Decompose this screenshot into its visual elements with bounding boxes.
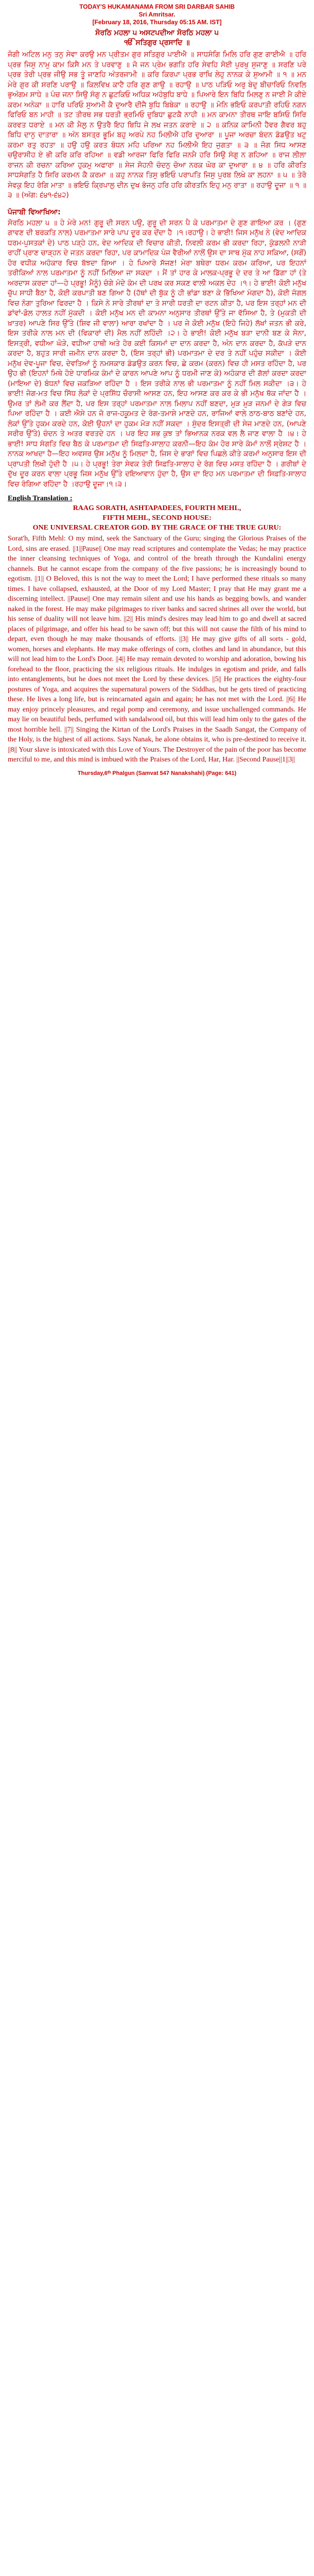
english-title xyxy=(8,494,306,533)
english-title-line-1: RAAG SORATH, ASHTAPADEES, FOURTH MEHL, xyxy=(73,504,241,512)
gurmukhi-title xyxy=(8,28,306,48)
page-header xyxy=(8,3,306,26)
punjabi-commentary-heading: ਪੰਜਾਬੀ ਵਿਆਖਿਆ: xyxy=(8,208,61,216)
page-footer: Thursday,6ᵗʰ Phalgun (Samvat 547 Nanakshahi) (Page: 641) xyxy=(77,770,237,776)
header-line-2: Sri Amritsar. xyxy=(138,11,176,18)
gurmukhi-shabad xyxy=(8,50,306,201)
gurmukhi-shabad-text: ਜੋਗੀ ਅਟਿਲ ਮਨੁ ਤਨੁ ਸੇਵਾ ਕਰਉ ਮਨ ਪ੍ਰੀਤਮ ਗੁਰ ਸਤਿਗੁਰ ਪਾਈਐ ॥ ਸਾਧਸੰਗਿ ਮਿਲਿ ਹਰਿ ਗੁਣ ਗਾਈਐ ॥ ਹਰਿ ਪ੍ਰਭ ਜਿਸੁ ਨਾਮੁ ਕਾਮ ਕਿਸੈ ਮਨ ਤੇ ਪਰਵਾਣੁ ॥ ਜੋ ਜਨ ਪ੍ਰੇਮ ਭਗਤਿ ਹਰਿ ਸੇਵਹਿ ਸੋਈ ਪੁਰਖੁ ਸੁਜਾਣੁ ॥ ਸਰਣਿ ਪਰੇ ਪ੍ਰਭ ਤੇਰੀ ਪ੍ਰਭ ਜੀਉ ਸਭ ਤੂੰ ਜਾਣਹਿ ਅੰਤਰਜਾਮੀ ॥ ਕਰਿ ਕਿਰਪਾ ਪ੍ਰਭ ਰਾਖਿ ਲੇਹੁ ਨਾਨਕ ਕੇ ਸੁਆਮੀ ॥ ੧ ॥ ਮਨ ਮੇਰੇ ਗੁਰ ਕੀ ਸਰਣਿ ਪਰਾਉ ॥ ਕਿਲਵਿਖ ਕਾਟੈ ਹਰਿ ਗੁਣ ਗਾਉ ॥ ਰਹਾਉ ॥ ਪਾਠ ਪੜਿਓ ਅਰੁ ਬੇਦੁ ਬੀਚਾਰਿਓ ਨਿਵਲਿ ਭੁਅੰਗਮ ਸਾਧੇ ॥ ਪੰਚ ਜਨਾ ਸਿਉ ਸੰਗੁ ਨ ਛੁਟਕਿਓ ਅਧਿਕ ਅਹੰਬੁਧਿ ਬਾਧੇ ॥ ਪਿਆਰੇ ਇਨ ਬਿਧਿ ਮਿਲਣੁ ਨ ਜਾਈ ਮੈ ਕੀਏ ਕਰਮ ਅਨੇਕਾ ॥ ਹਾਰਿ ਪਰਿਓ ਸੁਆਮੀ ਕੈ ਦੁਆਰੈ ਦੀਜੈ ਬੁਧਿ ਬਿਬੇਕਾ ॥ ਰਹਾਉ ॥ ਮੋਨਿ ਭਇਓ ਕਰਪਾਤੀ ਰਹਿਓ ਨਗਨ ਫਿਰਿਓ ਬਨ ਮਾਹੀ ॥ ਤਟ ਤੀਰਥ ਸਭ ਧਰਤੀ ਭ੍ਰਮਿਓ ਦੁਬਿਧਾ ਛੁਟਕੈ ਨਾਹੀ ॥ ਮਨ ਕਾਮਨਾ ਤੀਰਥ ਜਾਇ ਬਸਿਓ ਸਿਰਿ ਕਰਵਤ ਧਰਾਏ ॥ ਮਨ ਕੀ ਮੈਲੁ ਨ ਉਤਰੈ ਇਹ ਬਿਧਿ ਜੇ ਲਖ ਜਤਨ ਕਰਾਏ ॥ ੨ ॥ ਕਨਿਕ ਕਾਮਿਨੀ ਹੈਵਰ ਗੈਵਰ ਬਹੁ ਬਿਧਿ ਦਾਨੁ ਦਾਤਾਰਾ ॥ ਅੰਨ ਬਸਤ੍ਰ ਭੂਮਿ ਬਹੁ ਅਰਪੇ ਨਹ ਮਿਲੀਐ ਹਰਿ ਦੁਆਰਾ ॥ ਪੂਜਾ ਅਰਚਾ ਬੰਦਨ ਡੰਡਉਤ ਖਟੁ ਕਰਮਾ ਰਤੁ ਰਹਤਾ ॥ ਹਉ ਹਉ ਕਰਤ ਬੰਧਨ ਮਹਿ ਪਰਿਆ ਨਹ ਮਿਲੀਐ ਇਹ ਜੁਗਤਾ ॥ ੩ ॥ ਜੋਗ ਸਿਧ ਆਸਣ ਚਉਰਾਸੀਹ ਏ ਭੀ ਕਰਿ ਕਰਿ ਰਹਿਆ ॥ ਵਡੀ ਆਰਜਾ ਫਿਰਿ ਫਿਰਿ ਜਨਮੈ ਹਰਿ ਸਿਉ ਸੰਗੁ ਨ ਗਹਿਆ ॥ ਰਾਜ ਲੀਲਾ ਰਾਜਨ ਕੀ ਰਚਨਾ ਕਰਿਆ ਹੁਕਮੁ ਅਫਾਰਾ ॥ ਸੇਜ ਸੋਹਨੀ ਚੰਦਨੁ ਚੋਆ ਨਰਕ ਘੋਰ ਕਾ ਦੁਆਰਾ ॥ ੪ ॥ ਹਰਿ ਕੀਰਤਿ ਸਾਧਸੰਗਤਿ ਹੈ ਸਿਰਿ ਕਰਮਨ ਕੈ ਕਰਮਾ ॥ ਕਹੁ ਨਾਨਕ ਤਿਸੁ ਭਇਓ ਪਰਾਪਤਿ ਜਿਸੁ ਪੁਰਬ ਲਿਖੇ ਕਾ ਲਹਨਾ ॥ ੫ ॥ ਤੇਰੋ ਸੇਵਕੁ ਇਹ ਰੰਗਿ ਮਾਤਾ ॥ ਭਇਓ ਕ੍ਰਿਪਾਲੁ ਦੀਨ ਦੁਖ ਭੰਜਨੁ ਹਰਿ ਹਰਿ ਕੀਰਤਨਿ ਇਹੁ ਮਨੁ ਰਾਤਾ ॥ ਰਹਾਉ ਦੂਜਾ ॥ ੧ ॥ ੩ ॥ (ਅੰਗ: ੬੪੧-੬੪੨) xyxy=(8,50,306,199)
header-line-3: [February 18, 2016, Thursday 05:15 AM. IST] xyxy=(92,19,222,26)
english-title-line-3: ONE UNIVERSAL CREATOR GOD. BY THE GRACE OF THE TRUE GURU: xyxy=(32,524,282,532)
english-translation xyxy=(8,534,306,765)
english-label: English Translation : xyxy=(8,495,73,502)
gurmukhi-title-line-1: ਸੋਰਠਿ ਮਹਲਾ ੫ ਅਸਟਪਦੀਆ ਸੋਰਠਿ ਮਹਲਾ ੫ xyxy=(95,29,219,37)
english-title-line-2: FIFTH MEHL, SECOND HOUSE: xyxy=(102,514,212,522)
gurmukhi-title-line-2: ੴ ਸਤਿਗੁਰ ਪ੍ਰਸਾਦਿ ॥ xyxy=(124,39,190,47)
punjabi-commentary-text: ਸੋਰਠਿ ਮਹਲਾ ੫ ॥ ਹੇ ਮੇਰੇ ਮਨ! ਗੁਰੂ ਦੀ ਸਰਨ ਪਉ, ਗੁਰੂ ਦੀ ਸਰਨ ਪੈ ਕੇ ਪਰਮਾਤਮਾ ਦੇ ਗੁਣ ਗਾਇਆ ਕਰ । (ਗੁਣ ਗਾਵਣ ਦੀ ਬਰਕਤਿ ਨਾਲ) ਪਰਮਾਤਮਾ ਸਾਰੇ ਪਾਪ ਦੂਰ ਕਰ ਦੇਂਦਾ ਹੈ ।੧।ਰਹਾਉ। ਹੇ ਭਾਈ! ਜਿਸ ਮਨੁੱਖ ਨੇ (ਵੇਦ ਆਦਿਕ ਧਰਮ-ਪੁਸਤਕਾਂ ਦੇ) ਪਾਠ ਪੜ੍ਹੇ ਹਨ, ਵੇਦ ਆਦਿਕ ਦੀ ਵਿਚਾਰ ਕੀਤੀ, ਨਿਵਲੀ ਕਰਮ ਭੀ ਕਰਦਾ ਰਿਹਾ, ਕੁੰਡਲਨੀ ਨਾੜੀ ਰਾਹੀਂ ਪ੍ਰਾਣ ਚਾੜ੍ਹਨ ਦੇ ਜਤਨ ਕਰਦਾ ਰਿਹਾ, ਪਰ ਕਾਮਾਦਿਕ ਪੰਜ ਵੈਰੀਆਂ ਨਾਲੋਂ ਉਸ ਦਾ ਸਾਥ ਮੁੱਕ ਨਾਹ ਸਕਿਆ, (ਸਗੋਂ) ਹੋਰ ਵਧੀਕ ਅਹੰਕਾਰ ਵਿਚ ਬੱਝਦਾ ਗਿਆ । ਹੇ ਪਿਆਰੇ ਸੱਜਣ! ਮੇਰਾ ਬਥੇਰਾ ਧਰਮ ਕਰਮ ਕਰਿਆ, ਪਰ ਇਹਨਾਂ ਤਰੀਕਿਆਂ ਨਾਲ ਪਰਮਾਤਮਾ ਨੂੰ ਨਹੀਂ ਮਿਲਿਆ ਜਾ ਸਕਦਾ । ਮੈਂ ਤਾਂ ਹਾਰ ਕੇ ਮਾਲਕ-ਪ੍ਰਭੂ ਦੇ ਦਰ ਤੇ ਆ ਡਿੱਗਾ ਹਾਂ (ਤੇ ਅਰਦਾਸ ਕਰਦਾ ਹਾਂ—ਹੇ ਪ੍ਰਭੂ! ਮੈਨੂੰ) ਚੰਗੇ ਮੰਦੇ ਕੰਮ ਦੀ ਪਰਖ ਕਰ ਸਕਣ ਵਾਲੀ ਅਕਲ ਦੇਹ ।੧। ਹੇ ਭਾਈ! ਕੋਈ ਮਨੁੱਖ ਚੁੱਪ ਸਾਧੀ ਬੈਠਾ ਹੈ, ਕੋਈ ਕਰਪਾਤੀ ਬਣ ਗਿਆ ਹੈ (ਹੱਥਾਂ ਦੀ ਬੁੱਕ ਨੂੰ ਹੀ ਭਾਂਡਾ ਬਣਾ ਕੇ ਭਿੱਖਿਆ ਮੰਗਦਾ ਹੈ), ਕੋਈ ਜੰਗਲ ਵਿਚ ਨੰਗਾ ਤੁਰਿਆ ਫਿਰਦਾ ਹੈ । ਕਿਸੇ ਨੇ ਸਾਰੇ ਤੀਰਥਾਂ ਦਾ ਤੇ ਸਾਰੀ ਧਰਤੀ ਦਾ ਰਟਨ ਕੀਤਾ ਹੈ, ਪਰ ਇਸ ਤਰ੍ਹਾਂ ਮਨ ਦੀ ਡਾਂਵਾਂ-ਡੋਲ ਹਾਲਤ ਨਹੀਂ ਮੁੱਕਦੀ । ਕੋਈ ਮਨੁੱਖ ਮਨ ਦੀ ਕਾਮਨਾ ਅਨੁਸਾਰ ਤੀਰਥਾਂ ਉੱਤੇ ਜਾ ਵੱਸਿਆ ਹੈ, ਤੇ (ਮੁਕਤੀ ਦੀ ਖ਼ਾਤਰ) ਆਪਣੇ ਸਿਰ ਉੱਤੇ (ਸ਼ਿਵ ਜੀ ਵਾਲਾ) ਆਰਾ ਰਖਾਂਦਾ ਹੈ । ਪਰ ਜੇ ਕੋਈ ਮਨੁੱਖ (ਇਹੋ ਜਿਹੇ) ਲੱਖਾਂ ਜਤਨ ਭੀ ਕਰੇ, ਇਸ ਤਰੀਕੇ ਨਾਲ ਮਨ ਦੀ (ਵਿਕਾਰਾਂ ਦੀ) ਮੈਲ ਨਹੀਂ ਲਹਿੰਦੀ ।੨। ਹੇ ਭਾਈ! ਕੋਈ ਮਨੁੱਖ ਬੜਾ ਦਾਨੀ ਬਣ ਕੇ ਸੋਨਾ, ਇਸਤ੍ਰੀ, ਵਧੀਆ ਘੋੜੇ, ਵਧੀਆ ਹਾਥੀ ਅਤੇ ਹੋਰ ਕਈ ਕਿਸਮਾਂ ਦਾ ਦਾਨ ਕਰਦਾ ਹੈ, ਅੰਨ ਦਾਨ ਕਰਦਾ ਹੈ, ਕੱਪੜੇ ਦਾਨ ਕਰਦਾ ਹੈ, ਬਹੁਤ ਸਾਰੀ ਜ਼ਮੀਨ ਦਾਨ ਕਰਦਾ ਹੈ, (ਇਸ ਤਰ੍ਹਾਂ ਭੀ) ਪਰਮਾਤਮਾ ਦੇ ਦਰ ਤੇ ਨਹੀਂ ਪਹੁੰਚ ਸਕੀਦਾ । ਕੋਈ ਮਨੁੱਖ ਦੇਵ-ਪੂਜਾ ਵਿਚ, ਦੇਵਤਿਆਂ ਨੂੰ ਨਮਸਕਾਰ ਡੰਡਉਤ ਕਰਨ ਵਿਚ, ਛੇ ਕਰਮ (ਕਰਨ) ਵਿਚ ਹੀ ਮਸਤ ਰਹਿੰਦਾ ਹੈ, ਪਰ ਉਹ ਭੀ (ਇਹਨਾਂ ਮਿਥੇ ਹੋਏ ਧਾਰਮਿਕ ਕੰਮਾਂ ਦੇ ਕਾਰਨ ਆਪਣੇ ਆਪ ਨੂੰ ਧਰਮੀ ਜਾਣ ਕੇ) ਅਹੰਕਾਰ ਦੀ ਗੱਲਾਂ ਕਰਦਾ ਕਰਦਾ (ਮਾਇਆ ਦੇ) ਬੰਧਨਾਂ ਵਿਚ ਜਕੜਿਆ ਰਹਿੰਦਾ ਹੈ । ਇਸ ਤਰੀਕੇ ਨਾਲ ਭੀ ਪਰਮਾਤਮਾ ਨੂੰ ਨਹੀਂ ਮਿਲ ਸਕੀਦਾ ।੩। ਹੇ ਭਾਈ! ਜੋਗ-ਮਤ ਵਿਚ ਸਿੱਧ ਲੋਕਾਂ ਦੇ ਪ੍ਰਸਿੱਧ ਚੌਰਾਸੀ ਆਸਣ ਹਨ, ਇਹ ਆਸਣ ਕਰ ਕਰ ਕੇ ਭੀ ਮਨੁੱਖ ਥੱਕ ਜਾਂਦਾ ਹੈ । ਉਮਰ ਤਾਂ ਲੰਮੀ ਕਰ ਲੈਂਦਾ ਹੈ, ਪਰ ਇਸ ਤਰ੍ਹਾਂ ਪਰਮਾਤਮਾ ਨਾਲ ਮਿਲਾਪ ਨਹੀਂ ਬਣਦਾ, ਮੁੜ ਮੁੜ ਜਨਮਾਂ ਦੇ ਗੇੜ ਵਿਚ ਪਿਆ ਰਹਿੰਦਾ ਹੈ । ਕਈ ਐਸੇ ਹਨ ਜੋ ਰਾਜ-ਹਕੂਮਤ ਦੇ ਰੰਗ-ਤਮਾਸ਼ੇ ਮਾਣਦੇ ਹਨ, ਰਾਜਿਆਂ ਵਾਲੇ ਠਾਠ-ਬਾਠ ਬਣਾਂਦੇ ਹਨ, ਲੋਕਾਂ ਉੱਤੇ ਹੁਕਮ ਕਰਦੇ ਹਨ, ਕੋਈ ਉਹਨਾਂ ਦਾ ਹੁਕਮ ਮੋੜ ਨਹੀਂ ਸਕਦਾ । ਸੁੰਦਰ ਇਸਤ੍ਰੀ ਦੀ ਸੇਜ ਮਾਣਦੇ ਹਨ, (ਆਪਣੇ ਸਰੀਰ ਉੱਤੇ) ਚੰਦਨ ਤੇ ਅਤਰ ਵਰਤਦੇ ਹਨ । ਪਰ ਇਹ ਸਭ ਕੁਝ ਤਾਂ ਭਿਆਨਕ ਨਰਕ ਵਲ ਲੈ ਜਾਣ ਵਾਲਾ ਹੈ ।੪। ਹੇ ਭਾਈ! ਸਾਧ ਸੰਗਤਿ ਵਿਚ ਬੈਠ ਕੇ ਪਰਮਾਤਮਾ ਦੀ ਸਿਫ਼ਤਿ-ਸਾਲਾਹ ਕਰਨੀ—ਇਹ ਕੰਮ ਹੋਰ ਸਾਰੇ ਕੰਮਾਂ ਨਾਲੋਂ ਸ੍ਰੇਸ਼ਟ ਹੈ । ਨਾਨਕ ਆਖਦਾ ਹੈ—ਇਹ ਅਵਸਰ ਉਸ ਮਨੁੱਖ ਨੂੰ ਮਿਲਦਾ ਹੈ, ਜਿਸ ਦੇ ਭਾਗਾਂ ਵਿਚ ਪਿਛਲੇ ਕੀਤੇ ਕਰਮਾਂ ਅਨੁਸਾਰ ਇਸ ਦੀ ਪ੍ਰਾਪਤੀ ਲਿਖੀ ਹੁੰਦੀ ਹੈ ।੫। ਹੇ ਪ੍ਰਭੂ! ਤੇਰਾ ਸੇਵਕ ਤੇਰੀ ਸਿਫ਼ਤਿ-ਸਾਲਾਹ ਦੇ ਰੰਗ ਵਿਚ ਮਸਤ ਰਹਿੰਦਾ ਹੈ । ਗਰੀਬਾਂ ਦੇ ਦੁੱਖ ਦੂਰ ਕਰਨ ਵਾਲਾ ਪ੍ਰਭੂ ਜਿਸ ਮਨੁੱਖ ਉੱਤੇ ਦਇਆਵਾਨ ਹੁੰਦਾ ਹੈ, ਉਸ ਦਾ ਇਹ ਮਨ ਪਰਮਾਤਮਾ ਦੀ ਸਿਫ਼ਤਿ-ਸਾਲਾਹ ਵਿਚ ਰੰਗਿਆ ਰਹਿੰਦਾ ਹੈ ।ਰਹਾਉ ਦੂਜਾ।੧।੩। xyxy=(8,218,306,488)
punjabi-commentary xyxy=(8,218,306,490)
header-line-1: TODAY'S HUKAMANAMA FROM SRI DARBAR SAHIB xyxy=(79,3,235,10)
hukamnama-page xyxy=(8,0,306,782)
english-translation-text: Sorat'h, Fifth Mehl: O my mind, seek the Sanctuary of the Guru; singing the Glorious Praises of the Lord, sins are erased. ||1||Pause|| One may read scriptures and contemplate the Vedas; he may practice the inner cleansing techniques of Yoga, and control of the breath through the Kundalini energy channels. But he cannot escape from the company of the five passions; he is increasingly bound to egotism. ||1|| O Beloved, this is not the way to meet the Lord; I have performed these rituals so many times. I have collapsed, exhausted, at the Door of my Lord Master; I pray that He may grant me a discerning intellect. ||Pause|| One may remain silent and use his hands as begging bowls, and wander naked in the forest. He may make pilgrimages to river banks and sacred shrines all over the world, but his sense of duality will not leave him. ||2|| His mind's desires may lead him to go and dwell at sacred places of pilgrimage, and offer his head to be sawn off; but this will not cause the filth of his mind to depart, even though he may make thousands of efforts. ||3|| He may give gifts of all sorts - gold, women, horses and elephants. He may make offerings of corn, clothes and land in abundance, but this will not lead him to the Lord's Door. ||4|| He may remain devoted to worship and adoration, bowing his forehead to the floor, practicing the six religious rituals. He indulges in egotism and pride, and falls into entanglements, but he does not meet the Lord by these devices. ||5|| He practices the eighty-four postures of Yoga, and acquires the supernatural powers of the Siddhas, but he gets tired of practicing these. He lives a long life, but is reincarnated again and again; he has not met with the Lord. ||6|| He may enjoy princely pleasures, and regal pomp and ceremony, and issue unchallenged commands. He may lie on beautiful beds, perfumed with sandalwood oil, but this will lead him only to the gates of the most horrible hell. ||7|| Singing the Kirtan of the Lord's Praises in the Saadh Sangat, the Company of the Holy, is the highest of all actions. Says Nanak, he alone obtains it, who is pre-destined to receive it. ||8|| Your slave is intoxicated with this Love of Yours. The Destroyer of the pain of the poor has become merciful to me, and this mind is imbued with the Praises of the Lord, Har, Har. ||Second Pause||1||3|| xyxy=(8,535,306,764)
